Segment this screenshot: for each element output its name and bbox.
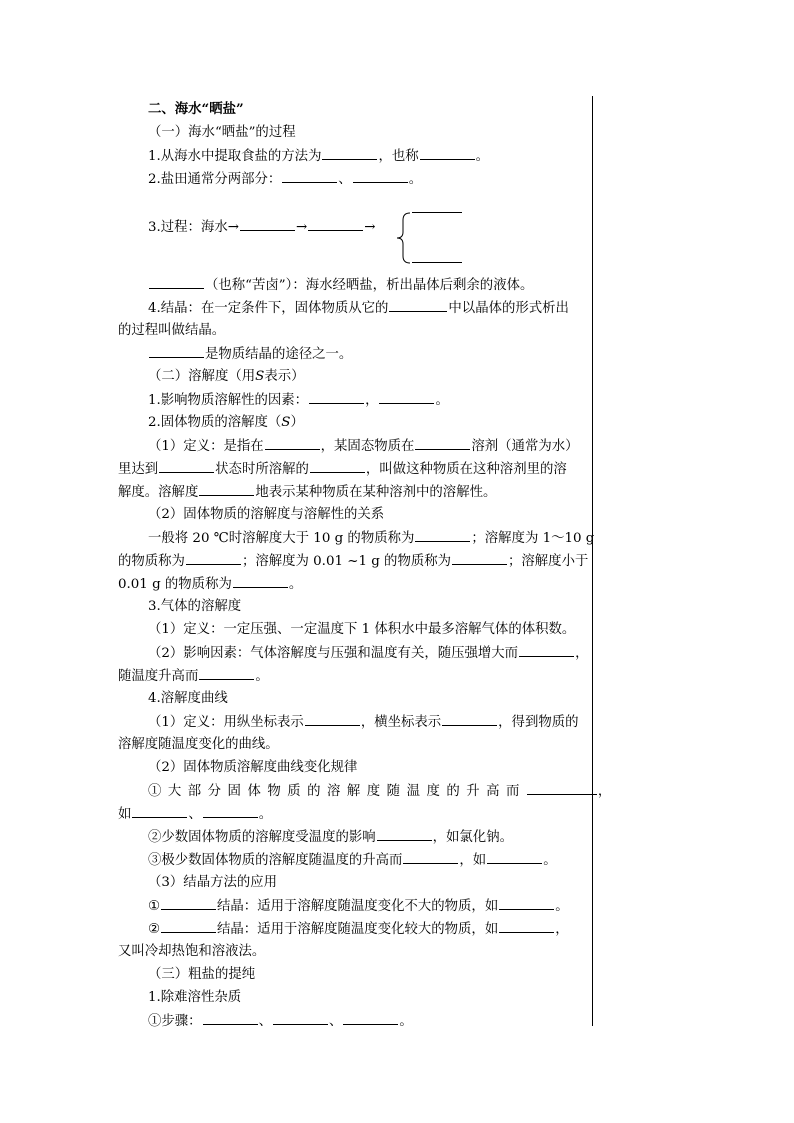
blank[interactable] [161, 897, 216, 910]
rule-1-cont: 如 、 。 [118, 807, 273, 822]
part3-title: （三）粗盐的提纯 [148, 967, 256, 982]
blank[interactable] [499, 920, 554, 933]
item-4: 4.结晶：在一定条件下，固体物质从它的 中以晶体的形式析出 [148, 301, 569, 316]
blank[interactable] [132, 805, 187, 818]
blank[interactable] [452, 552, 507, 565]
blank[interactable] [415, 529, 470, 542]
relation-1: 一般将 20 ℃时溶解度大于 10 g 的物质称为 ；溶解度为 1～10 g [148, 531, 595, 546]
section-title: 二、海水“晒盐” [148, 101, 244, 117]
blank[interactable] [308, 218, 363, 231]
blank[interactable] [412, 212, 462, 213]
rule-1: ①大部分固体物质的溶解度随温度的升高而 ， [148, 784, 612, 799]
factor-2: 2.固体物质的溶解度（S） [148, 415, 304, 430]
definition-3: 解度。溶解度 地表示某种物质在某种溶剂中的溶解性。 [118, 485, 497, 500]
blank[interactable] [159, 460, 214, 473]
curve-title: 4.溶解度曲线 [148, 691, 228, 706]
blank[interactable] [420, 147, 475, 160]
blank[interactable] [240, 218, 295, 231]
blank[interactable] [161, 920, 216, 933]
part3-item-1: 1.除难溶性杂质 [148, 990, 242, 1005]
blank[interactable] [149, 345, 204, 358]
curve-definition: （1）定义：用纵坐标表示 ，横坐标表示 ，得到物质的 [148, 715, 579, 730]
item-3: 3.过程：海水→ → → [148, 220, 376, 235]
brace-icon [396, 212, 466, 264]
gas-factor-cont: 随温度升高而 。 [118, 669, 269, 684]
part3-steps: ①步骤： 、 、 。 [148, 1014, 413, 1029]
blank[interactable] [233, 575, 288, 588]
blank[interactable] [273, 1012, 328, 1025]
blank[interactable] [527, 782, 597, 795]
relation-3: 0.01 g 的物质称为 。 [118, 577, 303, 592]
blank[interactable] [186, 552, 241, 565]
definition-1: （1）定义：是指在 ，某固态物质在 溶剂（通常为水） [148, 439, 579, 454]
blank[interactable] [412, 262, 462, 263]
blank[interactable] [343, 1012, 398, 1025]
crystal-1: ① 结晶：适用于溶解度随温度变化不大的物质，如 。 [148, 899, 569, 914]
blank[interactable] [389, 299, 447, 312]
blank[interactable] [309, 391, 364, 404]
blank[interactable] [310, 460, 365, 473]
item-4-note: 是物质结晶的途径之一。 [148, 345, 618, 363]
relation-2: 的物质称为 ；溶解度为 0.01 ~1 g 的物质称为 ；溶解度小于 [118, 554, 589, 569]
item-1: 1.从海水中提取食盐的方法为 ，也称 。 [148, 149, 490, 164]
item-4-cont: 的过程叫做结晶。 [118, 323, 226, 338]
rule-3: ③极少数固体物质的溶解度随温度的升高而 ，如 。 [148, 853, 557, 868]
blank[interactable] [149, 276, 204, 289]
blank[interactable] [379, 391, 434, 404]
blank[interactable] [203, 1012, 258, 1025]
item-2: 2.盐田通常分两部分： 、 。 [148, 172, 423, 187]
blank[interactable] [499, 897, 554, 910]
part1-title: （一）海水“晒盐”的过程 [148, 125, 296, 140]
blank[interactable] [282, 170, 337, 183]
gas-factor: （2）影响因素：气体溶解度与压强和温度有关，随压强增大而 ， [148, 646, 589, 661]
blank[interactable] [487, 851, 542, 864]
rule-2: ②少数固体物质的溶解度受温度的影响 ，如氯化钠。 [148, 830, 513, 845]
bittern-line: （也称“苦卤”）：海水经晒盐，析出晶体后剩余的液体。 [148, 276, 618, 294]
part2-title: （二）溶解度（用S表示） [148, 369, 305, 384]
relation-title: （2）固体物质的溶解度与溶解性的关系 [148, 507, 385, 522]
crystal-2-cont: 又叫冷却热饱和溶液法。 [118, 944, 266, 959]
blank[interactable] [377, 828, 432, 841]
blank[interactable] [322, 147, 377, 160]
crystal-title: （3）结晶方法的应用 [148, 875, 278, 890]
blank[interactable] [403, 851, 458, 864]
gas-title: 3.气体的溶解度 [148, 599, 242, 614]
definition-2: 里达到 状态时所溶解的 ，叫做这种物质在这种溶剂里的溶 [118, 462, 567, 477]
crystal-2: ② 结晶：适用于溶解度随温度变化较大的物质，如 ， [148, 922, 569, 937]
blank[interactable] [265, 437, 320, 450]
curve-definition-cont: 溶解度随温度变化的曲线。 [118, 737, 279, 752]
blank[interactable] [203, 805, 258, 818]
blank[interactable] [199, 483, 254, 496]
blank[interactable] [353, 170, 408, 183]
blank[interactable] [442, 713, 497, 726]
gas-definition: （1）定义：一定压强、一定温度下 1 体积水中最多溶解气体的体积数。 [148, 622, 576, 637]
factor-1: 1.影响物质溶解性的因素： ， 。 [148, 393, 449, 408]
blank[interactable] [305, 713, 360, 726]
rule-title: （2）固体物质溶解度曲线变化规律 [148, 760, 358, 775]
blank[interactable] [199, 667, 254, 680]
blank[interactable] [415, 437, 470, 450]
blank[interactable] [519, 644, 574, 657]
